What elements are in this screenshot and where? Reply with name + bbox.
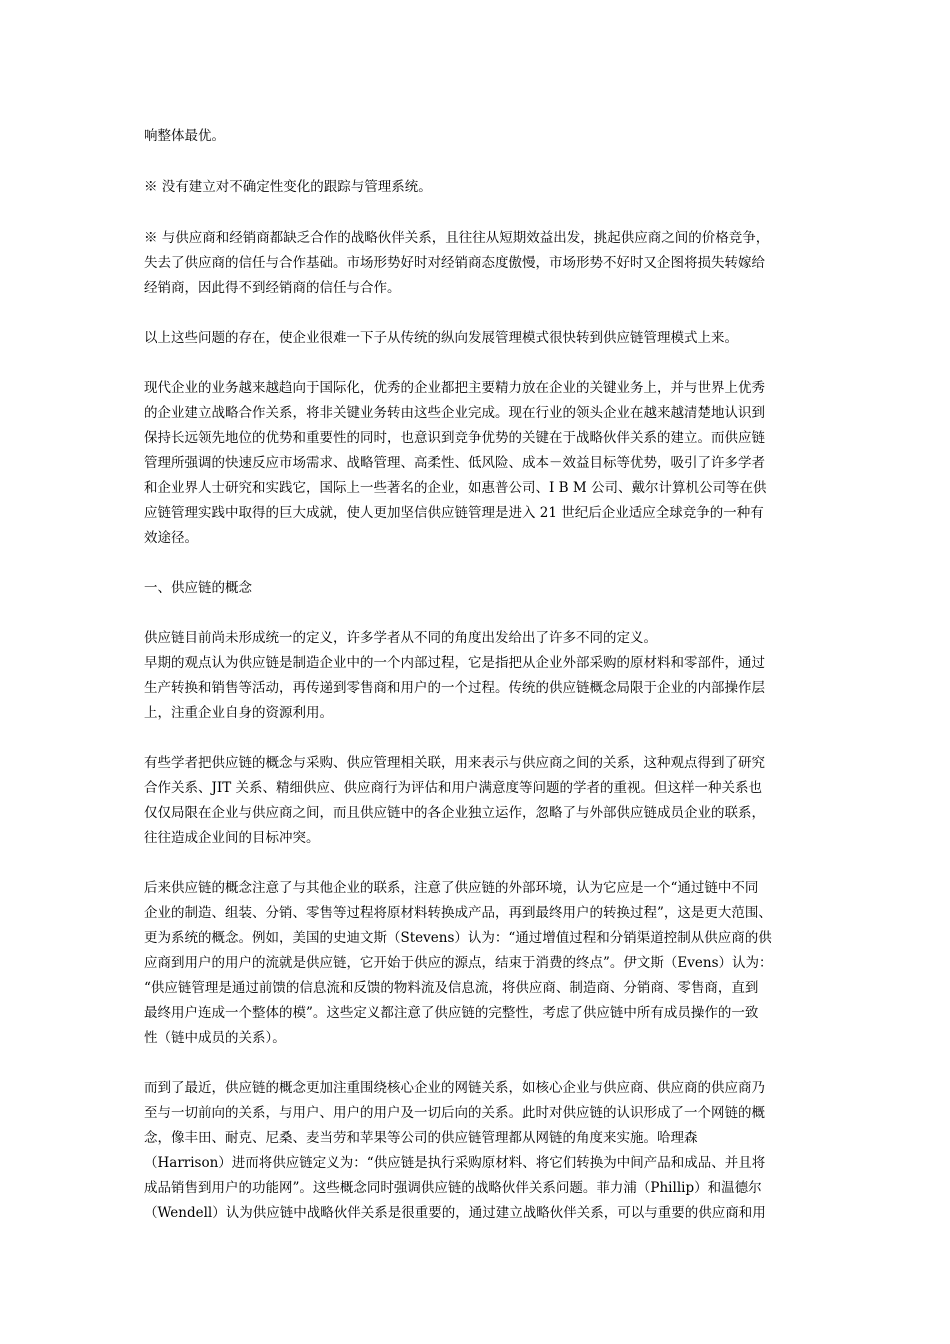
paragraph-line: 有些学者把供应链的概念与采购、供应管理相关联，用来表示与供应商之间的关系，这种观点得到了研究 bbox=[144, 755, 765, 771]
paragraph-line: 管理所强调的快速反应市场需求、战略管理、高柔性、低风险、成本－效益目标等优势，吸引了许多学者 bbox=[144, 455, 765, 471]
paragraph-line: 早期的观点认为供应链是制造企业中的一个内部过程，它是指把从企业外部采购的原材料和零部件，通过 bbox=[144, 655, 765, 671]
bullet-line: ※ 没有建立对不确定性变化的跟踪与管理系统。 bbox=[144, 179, 432, 195]
section-heading: 一、供应链的概念 bbox=[144, 580, 252, 596]
paragraph-line: 至与一切前向的关系，与用户、用户的用户及一切后向的关系。此时对供应链的认识形成了一个网链的概 bbox=[144, 1105, 765, 1121]
paragraph-line: 现代企业的业务越来越趋向于国际化，优秀的企业都把主要精力放在企业的关键业务上，并与世界上优秀 bbox=[144, 380, 765, 396]
paragraph-line: 应链管理实践中取得的巨大成就，使人更加坚信供应链管理是进入 21 世纪后企业适应全球竞争的一种有 bbox=[144, 505, 764, 521]
paragraph-line: 念，像丰田、耐克、尼桑、麦当劳和苹果等公司的供应链管理都从网链的角度来实施。哈理森 bbox=[144, 1130, 698, 1146]
paragraph-line: 响整体最优。 bbox=[144, 128, 225, 144]
paragraph-line: “供应链管理是通过前馈的信息流和反馈的物料流及信息流，将供应商、制造商、分销商、零售商，直到 bbox=[144, 980, 759, 996]
paragraph-line: 以上这些问题的存在，使企业很难一下子从传统的纵向发展管理模式很快转到供应链管理模式上来。 bbox=[144, 330, 738, 346]
paragraph-line: 更为系统的概念。例如，美国的史迪文斯（Stevens）认为：“通过增值过程和分销渠道控制从供应商的供 bbox=[144, 930, 772, 946]
paragraph-line: 企业的制造、组装、分销、零售等过程将原材料转换成产品，再到最终用户的转换过程”，这是更大范围、 bbox=[144, 905, 772, 921]
paragraph-line: 的企业建立战略合作关系，将非关键业务转由这些企业完成。现在行业的领头企业在越来越清楚地认识到 bbox=[144, 405, 765, 421]
paragraph-line: 性（链中成员的关系）。 bbox=[144, 1030, 286, 1046]
paragraph-line: 供应链目前尚未形成统一的定义，许多学者从不同的角度出发给出了许多不同的定义。 bbox=[144, 630, 657, 646]
paragraph-line: 往往造成企业间的目标冲突。 bbox=[144, 830, 320, 846]
paragraph-line: 应商到用户的用户的流就是供应链，它开始于供应的源点，结束于消费的终点”。伊文斯（Evens）认为： bbox=[144, 955, 773, 971]
paragraph-line: 效途径。 bbox=[144, 530, 198, 546]
paragraph-line: 失去了供应商的信任与合作基础。市场形势好时对经销商态度傲慢，市场形势不好时又企图将损失转嫁给 bbox=[144, 255, 765, 271]
paragraph-line: 成品销售到用户的功能网”。这些概念同时强调供应链的战略伙伴关系问题。菲力浦（Phillip）和温德尔 bbox=[144, 1180, 762, 1196]
paragraph-line: （Harrison）进而将供应链定义为：“供应链是执行采购原材料、将它们转换为中间产品和成品、并且将 bbox=[144, 1155, 766, 1171]
paragraph-line: 最终用户连成一个整体的模”。这些定义都注意了供应链的完整性，考虑了供应链中所有成员操作的一致 bbox=[144, 1005, 759, 1021]
paragraph-line: 生产转换和销售等活动，再传递到零售商和用户的一个过程。传统的供应链概念局限于企业的内部操作层 bbox=[144, 680, 765, 696]
paragraph-line: 仅仅局限在企业与供应商之间，而且供应链中的各企业独立运作，忽略了与外部供应链成员企业的联系， bbox=[144, 805, 765, 821]
paragraph-line: 和企业界人士研究和实践它，国际上一些著名的企业，如惠普公司、I B M 公司、戴尔计算机公司等在供 bbox=[144, 480, 767, 496]
paragraph-line: 经销商，因此得不到经销商的信任与合作。 bbox=[144, 280, 401, 296]
paragraph-line: 后来供应链的概念注意了与其他企业的联系，注意了供应链的外部环境，认为它应是一个“通过链中不同 bbox=[144, 880, 759, 896]
paragraph-line: 合作关系、JIT 关系、精细供应、供应商行为评估和用户满意度等问题的学者的重视。但这样一种关系也 bbox=[144, 780, 763, 796]
paragraph-line: 上，注重企业自身的资源利用。 bbox=[144, 705, 333, 721]
paragraph-line: （Wendell）认为供应链中战略伙伴关系是很重要的，通过建立战略伙伴关系，可以与重要的供应商和用 bbox=[144, 1205, 766, 1221]
paragraph-line: 而到了最近，供应链的概念更加注重围绕核心企业的网链关系，如核心企业与供应商、供应商的供应商乃 bbox=[144, 1080, 765, 1096]
paragraph-line: 保持长远领先地位的优势和重要性的同时，也意识到竞争优势的关键在于战略伙伴关系的建立。而供应链 bbox=[144, 430, 765, 446]
bullet-line: ※ 与供应商和经销商都缺乏合作的战略伙伴关系，且往往从短期效益出发，挑起供应商之间的价格竞争， bbox=[144, 230, 770, 246]
